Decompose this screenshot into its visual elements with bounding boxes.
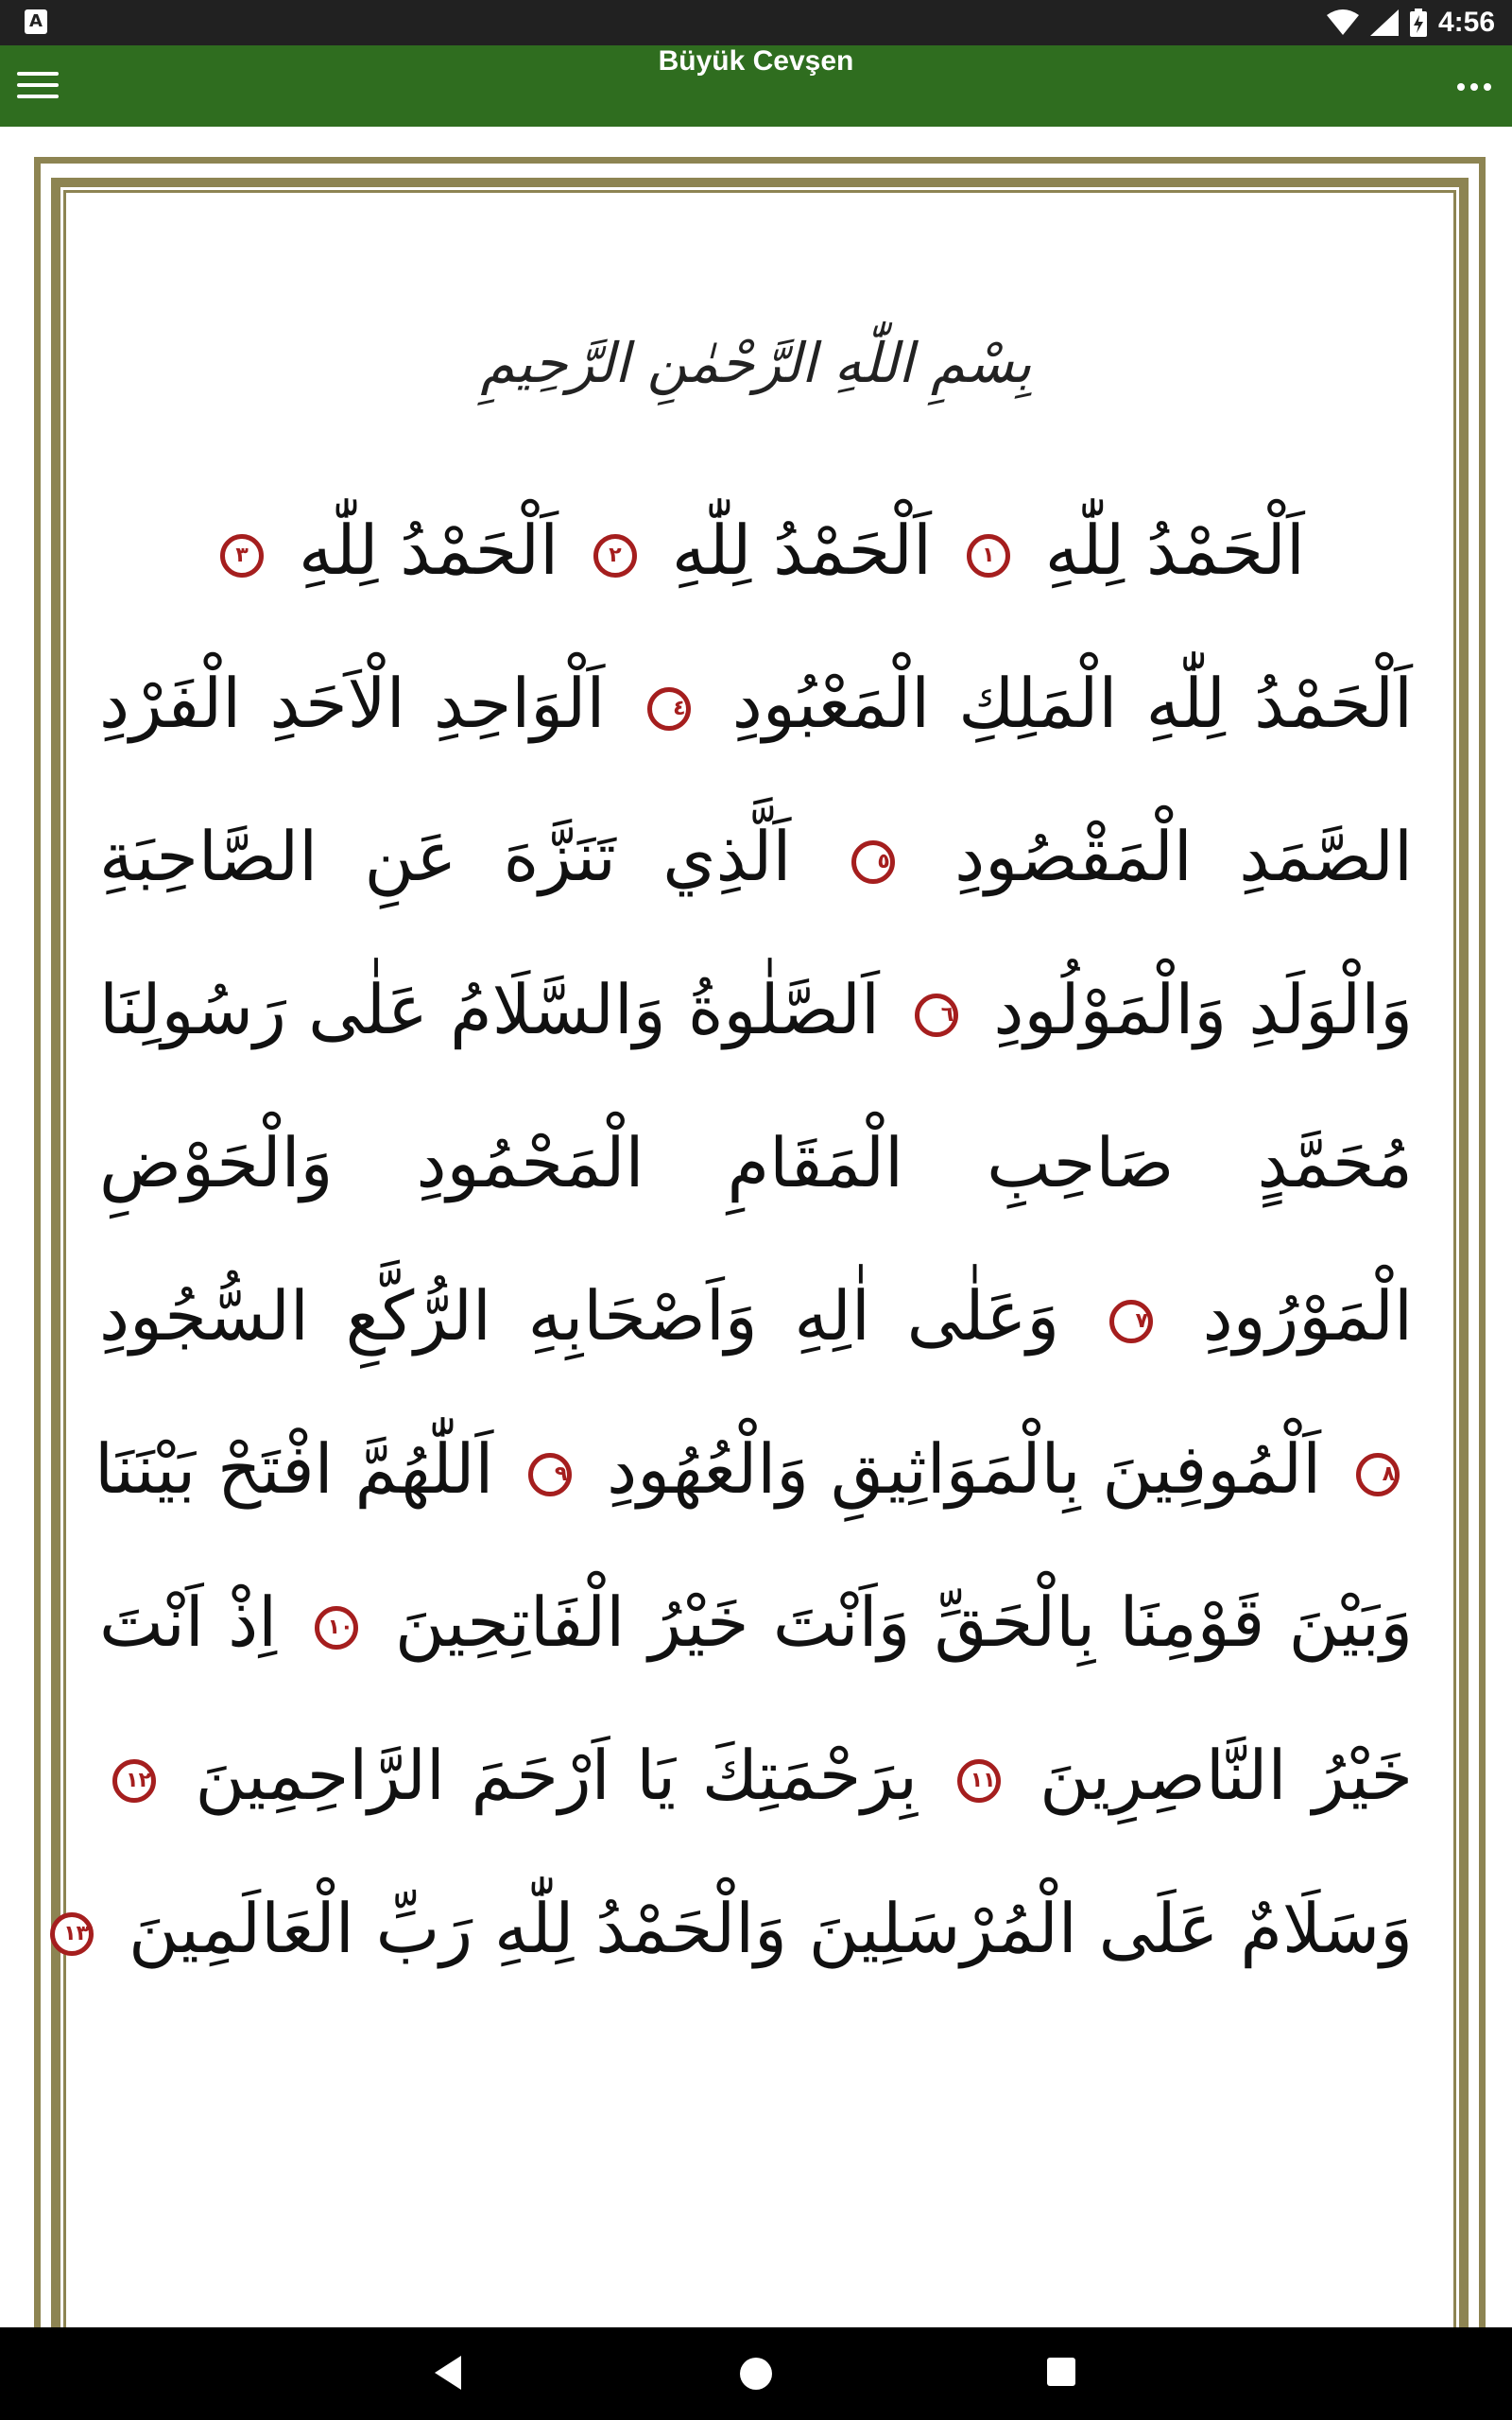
home-icon[interactable] bbox=[740, 2358, 772, 2390]
back-icon[interactable] bbox=[435, 2356, 461, 2390]
verse-number-marker: ١٢ bbox=[112, 1759, 156, 1803]
verse-number-marker: ١٣ bbox=[50, 1912, 94, 1956]
basmala: بِسْمِ اللّٰهِ الرَّحْمٰنِ الرَّحِيمِ bbox=[480, 331, 1032, 395]
signal-icon bbox=[1370, 9, 1399, 36]
verse-number-marker: ٥ bbox=[851, 840, 895, 884]
verse-line bbox=[99, 1582, 1413, 1736]
wifi-icon bbox=[1327, 9, 1359, 36]
verse-text: خَيْرُ النَّاصِرِينَ bbox=[1013, 1736, 1413, 1815]
verse-number-marker: ٦ bbox=[915, 994, 958, 1037]
verse-number-marker: ١١ bbox=[957, 1759, 1001, 1803]
verse-text: اَلْحَمْدُ لِلّٰهِ الْمَلِكِ الْمَعْبُودِ bbox=[703, 664, 1414, 743]
verse-text: وَالْوَلَدِ وَالْمَوْلُودِ bbox=[971, 970, 1413, 1049]
prayer-text bbox=[63, 510, 1414, 2042]
verse-number-marker: ٣ bbox=[220, 534, 264, 578]
battery-charging-icon bbox=[1410, 9, 1427, 37]
verse-number-marker: ٤ bbox=[647, 687, 691, 731]
verse-line bbox=[99, 510, 1413, 664]
verse-line bbox=[63, 1889, 1413, 2042]
verse-text: مُحَمَّدٍ صَاحِبِ الْمَقَامِ الْمَحْمُودِ وَالْحَوْضِ bbox=[99, 1123, 1413, 1202]
verse-number-marker: ١٠ bbox=[315, 1606, 358, 1650]
verse-line bbox=[99, 817, 1413, 970]
verse-number-marker: ٧ bbox=[1109, 1300, 1153, 1343]
verse-text: وَعَلٰى اٰلِهِ وَاَصْحَابِهِ الرُّكَّعِ السُّجُودِ bbox=[99, 1276, 1096, 1356]
verse-line bbox=[99, 970, 1413, 1123]
app-title: Büyük Cevşen bbox=[658, 45, 854, 77]
verse-text: اَللّٰهُمَّ افْتَحْ بَيْنَنَا bbox=[94, 1429, 516, 1509]
recent-apps-icon[interactable] bbox=[1047, 2358, 1075, 2386]
notification-a-icon: A bbox=[25, 9, 47, 34]
verse-number-marker: ١ bbox=[967, 534, 1010, 578]
verse-text: اَلصَّلٰوةُ وَالسَّلَامُ عَلٰى رَسُولِنَا bbox=[99, 970, 902, 1049]
verse-text: بِرَحْمَتِكَ يَا اَرْحَمَ الرَّاحِمِينَ bbox=[169, 1736, 944, 1815]
verse-number-marker: ٨ bbox=[1356, 1453, 1400, 1496]
status-icons bbox=[1327, 0, 1495, 45]
verse-number-marker: ٢ bbox=[593, 534, 637, 578]
verse-text: اَلْحَمْدُ لِلّٰهِ bbox=[277, 510, 580, 590]
verse-text: وَسَلَامٌ عَلَى الْمُرْسَلِينَ وَالْحَمْدُ لِلّٰهِ رَبِّ الْعَالَمِينَ bbox=[107, 1889, 1413, 1968]
verse-line bbox=[99, 1736, 1413, 1889]
more-options-icon[interactable] bbox=[1448, 62, 1501, 110]
status-bar bbox=[0, 0, 1512, 45]
verse-line bbox=[99, 664, 1413, 817]
verse-text: اَلْوَاحِدِ الْاَحَدِ الْفَرْدِ bbox=[99, 664, 634, 743]
verse-line bbox=[99, 1123, 1413, 1276]
verse-text: اَلْحَمْدُ لِلّٰهِ bbox=[1022, 510, 1305, 590]
verse-text: الصَّمَدِ الْمَقْصُودِ bbox=[907, 817, 1413, 896]
app-bar bbox=[0, 45, 1512, 127]
navigation-bar bbox=[0, 2327, 1512, 2420]
verse-text: الْمَوْرُودِ bbox=[1165, 1276, 1413, 1356]
verse-line bbox=[99, 1276, 1413, 1429]
verse-text: اَلَّذِي تَنَزَّهَ عَنِ الصَّاحِبَةِ bbox=[99, 817, 838, 896]
verse-number-marker: ٩ bbox=[528, 1453, 572, 1496]
verse-text: وَبَيْنَ قَوْمِنَا بِالْحَقِّ وَاَنْتَ خَيْرُ الْفَاتِحِينَ bbox=[370, 1582, 1413, 1662]
verse-text: اِذْ اَنْتَ bbox=[99, 1582, 301, 1662]
status-time: 4:56 bbox=[1437, 7, 1495, 38]
verse-text: اَلْمُوفِينَ بِالْمَوَاثِيقِ وَالْعُهُودِ bbox=[585, 1429, 1343, 1509]
verse-line bbox=[94, 1429, 1413, 1582]
verse-text: اَلْحَمْدُ لِلّٰهِ bbox=[650, 510, 954, 590]
